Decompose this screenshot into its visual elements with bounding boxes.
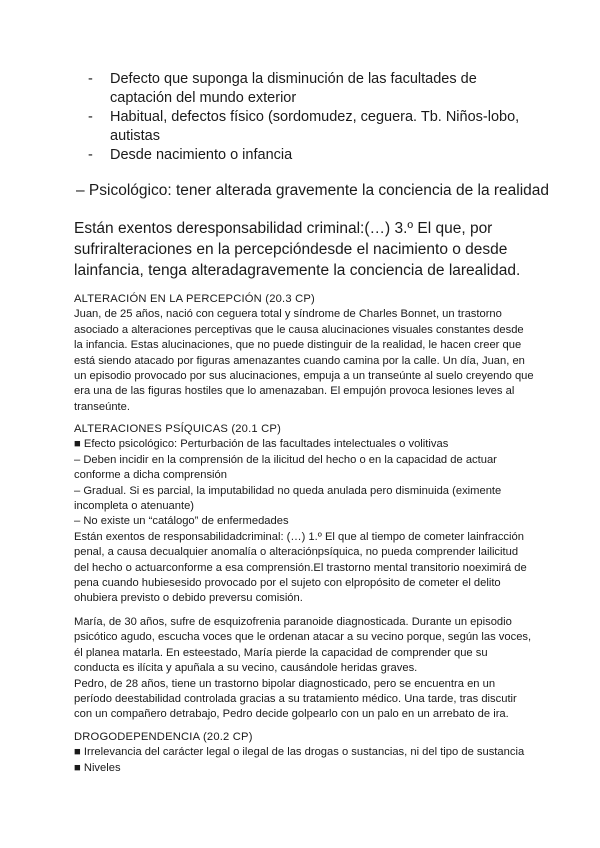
bullet-list (88, 70, 528, 165)
section-heading: ALTERACIONES PSÍQUICAS (20.1 CP) (74, 423, 281, 435)
list-item (88, 146, 528, 165)
dash-marker: - (88, 147, 93, 163)
list-item (88, 70, 528, 108)
case-paragraph: Pedro, de 28 años, tiene un trastorno bipolar diagnosticado, pero se encuentra en un período deestabilidad controlada gracias a su tratamiento médico. Una tarde, tras discutir con un compañero detrabajo, Pedro decide golpearlo con un palo en un arrebato de ira. (74, 677, 517, 721)
dash-marker: - (88, 109, 93, 125)
bullet-line: ■ Niveles (74, 761, 121, 774)
section-heading: DROGODEPENDENCIA (20.2 CP) (74, 731, 253, 743)
list-item-text: Habitual, defectos físico (sordomudez, ceguera. Tb. Niños-lobo, autistas (110, 109, 520, 144)
case-paragraph: Juan, de 25 años, nació con ceguera total y síndrome de Charles Bonnet, un trastorno asociado a alteraciones perceptivas que le causa alucinaciones visuales constantes desde la infancia. Estas alucinaciones, que no puede distinguir de la realidad, le hacen creer que está siendo atacado por figuras amenazantes cuando camina por la calle. Un día, Juan, en un episodio provocado por sus alucinaciones, empuja a un transeúnte al suelo creyendo que era una de las figuras hostiles que lo amenazaban. El empujón provoca lesiones leves al transeúnte. (74, 308, 534, 413)
bullet-line: ■ Efecto psicológico: Perturbación de las facultades intelectuales o volitivas (74, 438, 449, 451)
list-item-text: Desde nacimiento o infancia (110, 147, 293, 163)
legal-text-paragraph: Están exentos de responsabilidadcriminal: (…) 1.º El que al tiempo de cometer lainfracción penal, a causa decualquier anomalía o alteraciónpsíquica, no pueda comprender lailicitud del hecho o actuarconforme a esa comprensión.El trastorno mental transitorio noeximirá de pena cuando hubiesesido provocado por el sujeto con elpropósito de cometer el delito ohubiera previsto o debido preversu comisión. (74, 530, 527, 605)
section-heading: ALTERACIÓN EN LA PERCEPCIÓN (20.3 CP) (74, 293, 315, 305)
case-paragraph: María, de 30 años, sufre de esquizofrenia paranoide diagnosticada. Durante un episodio psicótico agudo, escucha voces que le ordenan atacar a su vecino porque, según las voces, él planea matarla. En esteestado, María pierde la capacidad de comprender que su conducta es ilícita y apuñala a su vecino, causándole heridas graves. (74, 616, 532, 675)
dash-marker: - (88, 71, 93, 87)
exentos-intro-paragraph: Están exentos deresponsabilidad criminal:(…) 3.º El que, por sufriralteraciones en la percepcióndesde el nacimiento o desde lainfancia, tenga alteradagravemente la conciencia de larealidad. (74, 220, 521, 279)
bullet-line: – Deben incidir en la comprensión de la ilicitud del hecho o en la capacidad de actuar conforme a dicha comprensión (74, 453, 497, 482)
psiquicas-section (74, 422, 534, 607)
bullet-line: – Gradual. Si es parcial, la imputabilidad no queda anulada pero disminuida (eximente incompleta o atenuante) (74, 484, 502, 513)
percepcion-section (74, 292, 534, 415)
casos-section (74, 615, 534, 723)
drogodependencia-section (74, 730, 534, 776)
list-item (88, 108, 528, 146)
psicologico-line: – Psicológico: tener alterada gravemente la conciencia de la realidad (76, 182, 550, 199)
bullet-line: ■ Irrelevancia del carácter legal o ilegal de las drogas o sustancias, ni del tipo de sustancia (74, 746, 525, 759)
list-item-text: Defecto que suponga la disminución de las facultades de captación del mundo exterior (110, 71, 477, 106)
bullet-line: – No existe un “catálogo” de enfermedades (74, 515, 289, 528)
